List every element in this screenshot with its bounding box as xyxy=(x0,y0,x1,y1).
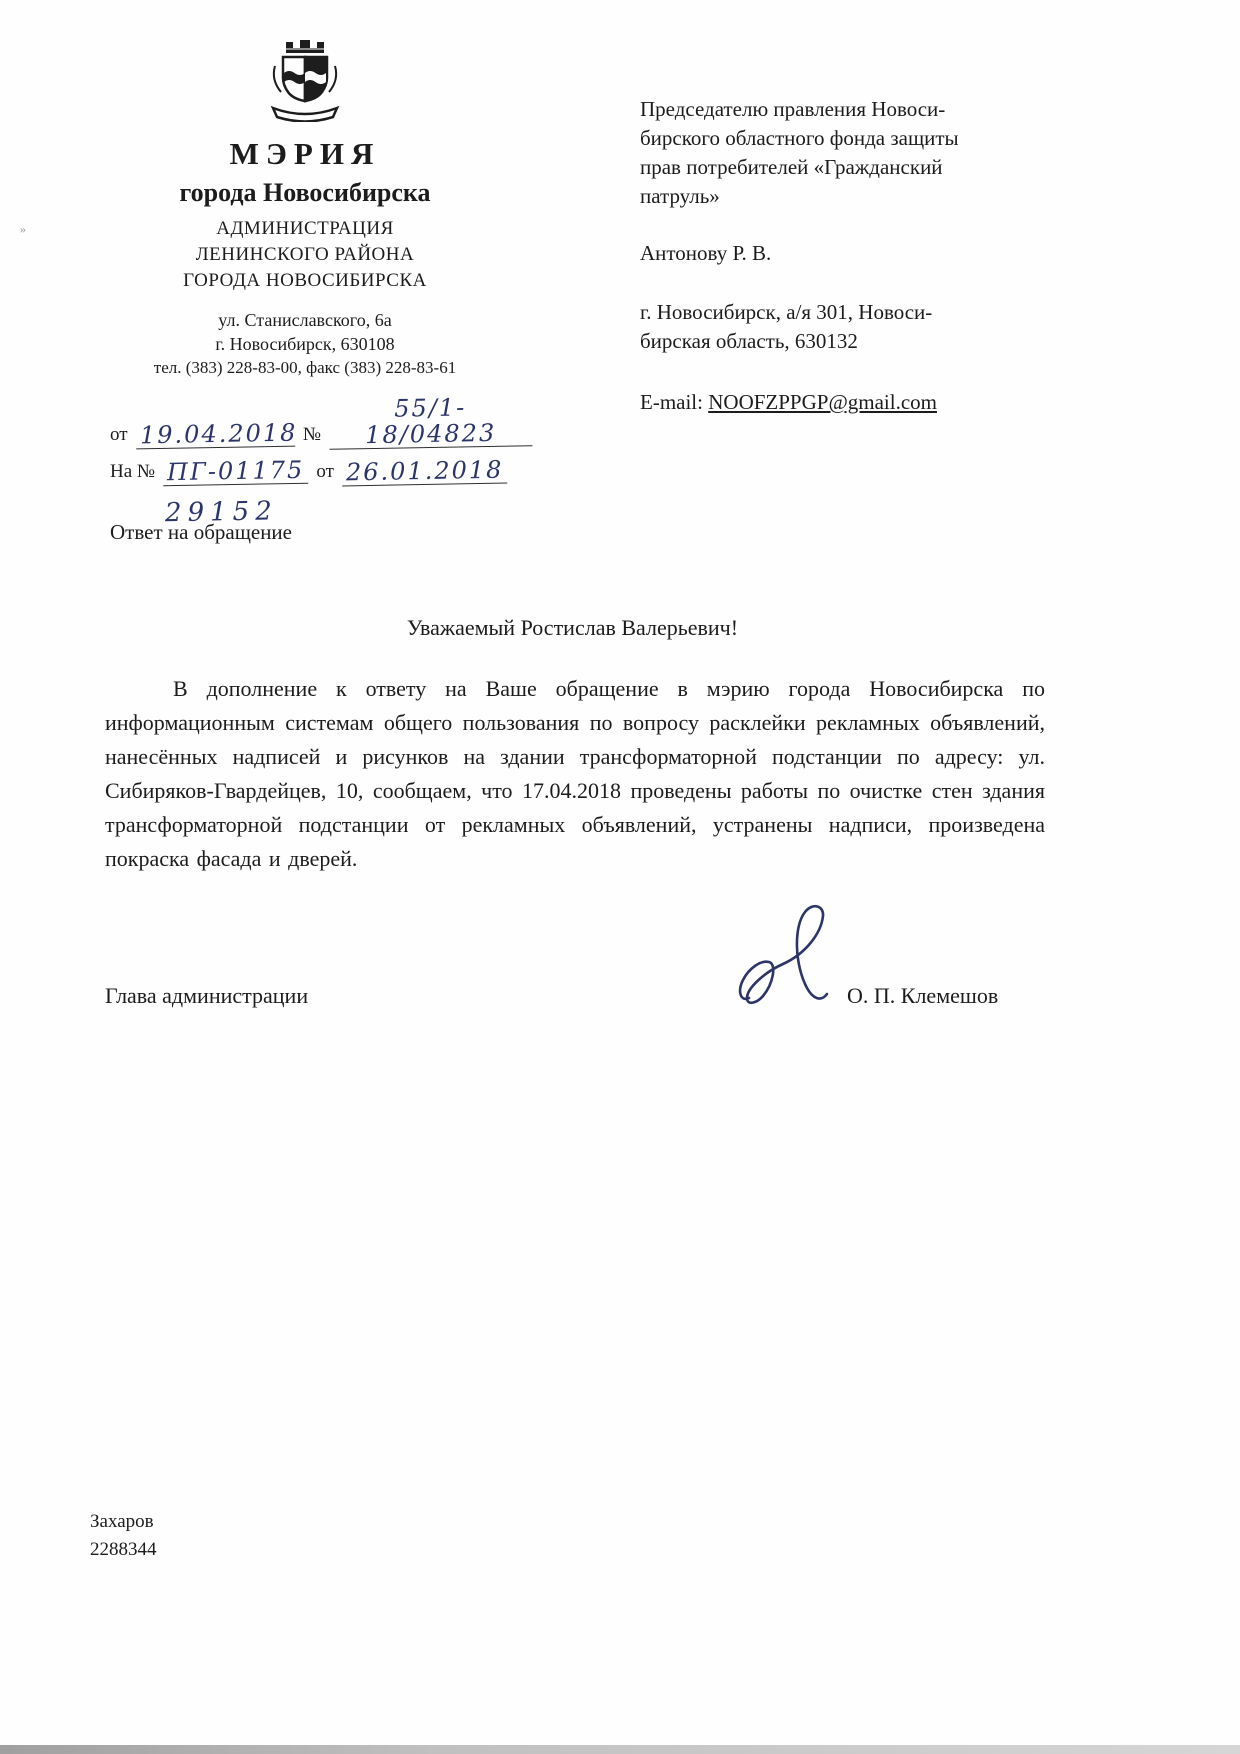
incoming-date-handwritten: 26.01.2018 xyxy=(342,457,508,487)
outgoing-ref-row xyxy=(110,395,540,448)
signature-row xyxy=(105,955,1045,1055)
scan-speck: » xyxy=(20,222,26,236)
dept-line-1: АДМИНИСТРАЦИЯ xyxy=(216,218,394,239)
email-address: NOOFZPPGP@gmail.com xyxy=(708,390,938,414)
addressee-org-line-1: Председателю правления Новоси- xyxy=(640,97,946,121)
from-label: от xyxy=(110,424,128,445)
addressee-address xyxy=(640,298,1070,356)
outgoing-number-handwritten: 55/1-18/04823 xyxy=(329,393,533,450)
reply-to-label: На № xyxy=(110,461,156,482)
reference-block xyxy=(110,393,540,529)
scan-edge xyxy=(0,1745,1240,1754)
outgoing-date-handwritten: 19.04.2018 xyxy=(135,420,295,450)
addressee-name: Антонову Р. В. xyxy=(640,241,772,265)
letterhead xyxy=(95,36,515,380)
salutation: Уважаемый Ростислав Валерьевич! xyxy=(406,615,739,640)
incoming-number-handwritten: ПГ-01175 xyxy=(163,457,309,487)
number-label: № xyxy=(302,424,321,445)
executor-name: Захаров xyxy=(90,1511,154,1532)
email-line xyxy=(640,388,1070,417)
signer-title: Глава администрации xyxy=(105,983,309,1008)
signer-name: О. П. Клемешов xyxy=(847,983,999,1008)
registration-number-handwritten: 29152 xyxy=(164,496,278,529)
dept-line-2: ЛЕНИНСКОГО РАЙОНА xyxy=(195,244,415,265)
subject-line: Ответ на обращение xyxy=(110,520,292,544)
addressee-org-line-4: патруль» xyxy=(640,184,720,208)
dept-line-3: ГОРОДА НОВОСИБИРСКА xyxy=(183,270,427,291)
novosibirsk-coat-of-arms-icon xyxy=(261,36,349,122)
addressee-address-line-2: бирская область, 630132 xyxy=(640,329,858,353)
email-label: E-mail: xyxy=(640,390,703,414)
org-name-primary: МЭРИЯ xyxy=(229,136,381,171)
addressee-address-line-1: г. Новосибирск, а/я 301, Новоси- xyxy=(640,300,933,324)
addressee-block xyxy=(640,95,1070,417)
handwritten-signature-icon xyxy=(735,900,855,1020)
addressee-org-line-2: бирского областного фонда защиты xyxy=(640,126,959,150)
addressee-org-line-3: прав потребителей «Гражданский xyxy=(640,155,943,179)
org-name-secondary: города Новосибирска xyxy=(179,178,431,207)
incoming-ref-row xyxy=(110,455,540,487)
incoming-from-label: от xyxy=(316,461,334,482)
executor-block xyxy=(90,1508,157,1564)
phone-fax-line: тел. (383) 228-83-00, факс (383) 228-83-61 xyxy=(153,358,457,377)
street-address: ул. Станиславского, 6а xyxy=(218,310,392,330)
body-paragraph: В дополнение к ответу на Ваше обращение в мэрию города Новосибирска по информационным системам общего пользования по вопросу расклейки рекламных объявлений, нанесённых надписей и рисунков на здании трансформаторной подстанции по адресу: ул. Сибиряков-Гвардейцев, 10, сообщаем, что 17.04.2018 проведены работы по очистке стен здания трансформаторной подстанции от рекламных объявлений, устранены надписи, произведена покраска фасада и дверей. xyxy=(105,676,1045,871)
executor-phone: 2288344 xyxy=(90,1539,157,1560)
city-postal: г. Новосибирск, 630108 xyxy=(215,334,395,354)
letterhead-address xyxy=(95,308,515,380)
